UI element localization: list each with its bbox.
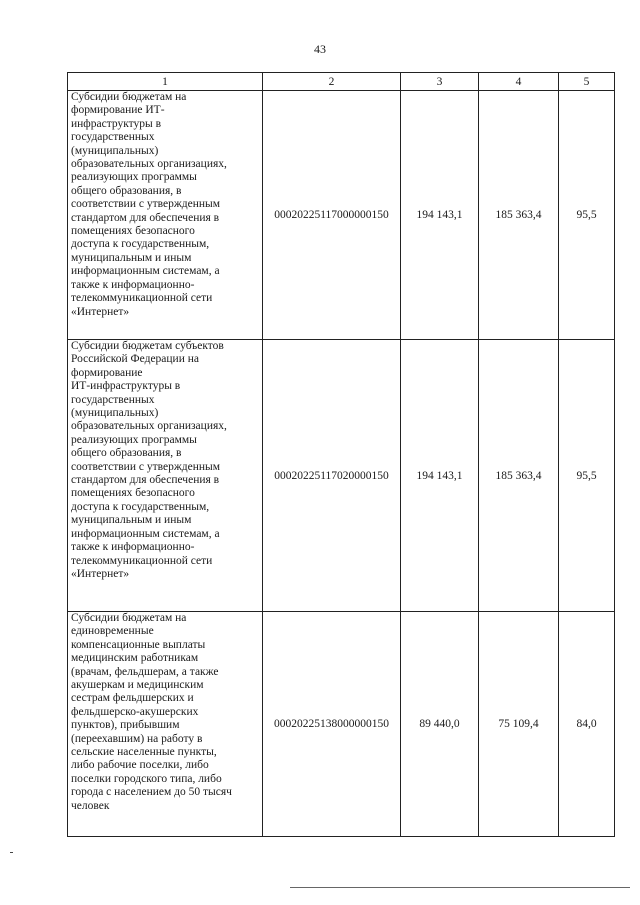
header-row [68,73,615,91]
percent-cell: 84,0 [559,612,615,837]
budget-table [67,72,615,837]
margin-mark [10,852,13,853]
page-number: 43 [314,42,326,56]
column-header: 5 [559,73,615,91]
column-header: 2 [263,73,401,91]
code-cell: 00020225138000000150 [263,612,401,837]
code-cell: 00020225117000000150 [263,91,401,340]
footer-rule [290,887,630,888]
description-cell: Субсидии бюджетам на единовременные компенсационные выплаты медицинским работникам (врачам, фельдшерам, а также акушеркам и медицинским сестрам фельдшерских и фельдшерско-акушерских пунктов), прибывшим (переехавшим) на работу в сельские населенные пункты, либо рабочие поселки, либо поселки городского типа, либо города с населением до 50 тысяч человек [68,612,263,837]
table-row [68,612,615,837]
value-cell-col3: 89 440,0 [401,612,479,837]
percent-cell: 95,5 [559,340,615,612]
value-cell-col4: 185 363,4 [479,91,559,340]
code-cell: 00020225117020000150 [263,340,401,612]
table-row [68,91,615,340]
column-header: 4 [479,73,559,91]
value-cell-col4: 185 363,4 [479,340,559,612]
percent-cell: 95,5 [559,91,615,340]
column-header: 1 [68,73,263,91]
value-cell-col3: 194 143,1 [401,340,479,612]
description-cell: Субсидии бюджетам на формирование ИТ- инфраструктуры в государственных (муниципальных) образовательных организациях, реализующих программы общего образования, в соответствии с утвержденным стандартом для обеспечения в помещениях безопасного доступа к государственным, муниципальным и иным информационным системам, а также к информационно- телекоммуникационной сети «Интернет» [68,91,263,340]
value-cell-col3: 194 143,1 [401,91,479,340]
description-cell: Субсидии бюджетам субъектов Российской Федерации на формирование ИТ-инфраструктуры в государственных (муниципальных) образовательных организациях, реализующих программы общего образования, в соответствии с утвержденным стандартом для обеспечения в помещениях безопасного доступа к государственным, муниципальным и иным информационным системам, а также к информационно- телекоммуникационной сети «Интернет» [68,340,263,612]
column-header: 3 [401,73,479,91]
value-cell-col4: 75 109,4 [479,612,559,837]
table-row [68,340,615,612]
